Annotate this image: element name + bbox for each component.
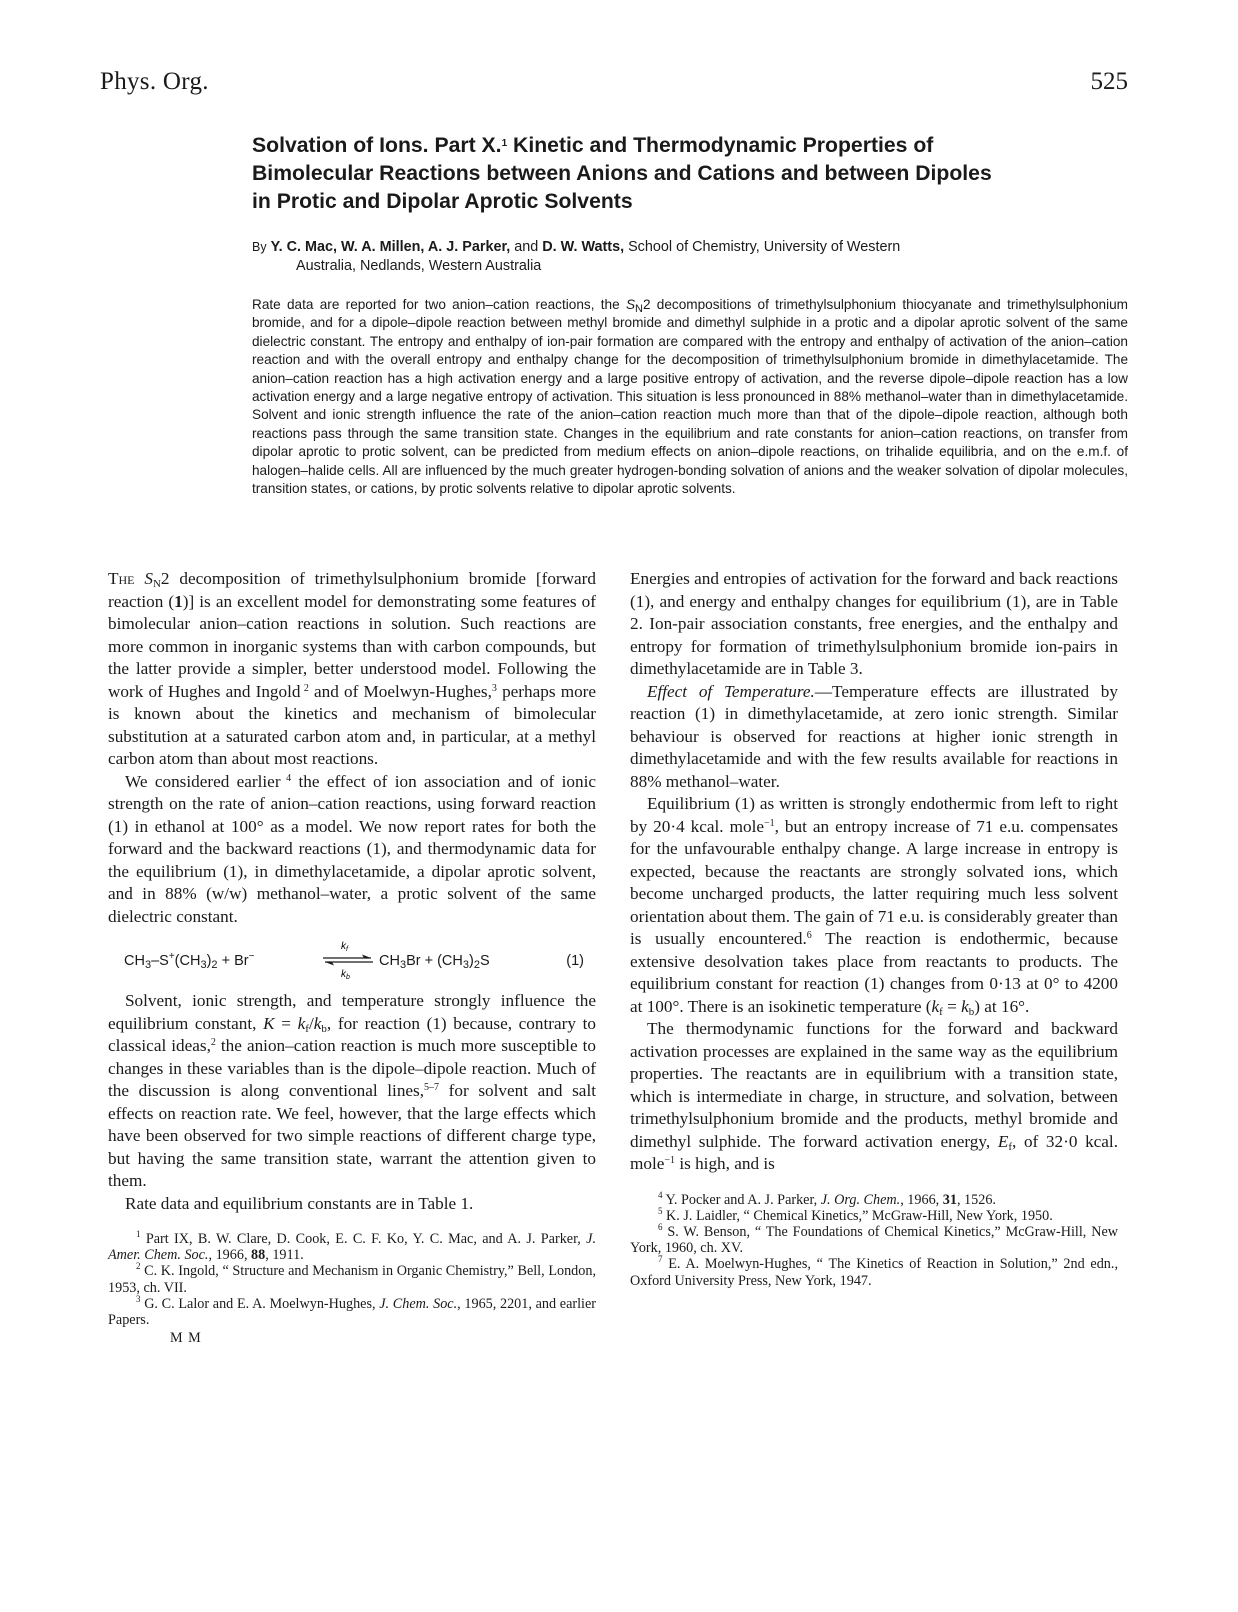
running-head: Phys. Org. xyxy=(100,68,209,95)
footnote-2: $^2$ C. K. Ingold, “ Structure and Mechanism in Organic Chemistry,” Bell, London, 1953, ch. VII. xyxy=(108,1261,596,1296)
equilibrium-arrows-icon xyxy=(321,940,375,980)
title-footnote-ref: 1 xyxy=(501,138,508,149)
equation-number: (1) xyxy=(566,953,584,969)
author-names: Y. C. Mac, W. A. Millen, A. J. Parker, xyxy=(270,239,511,255)
affiliation-line-2: Australia, Nedlands, Western Australia xyxy=(296,258,542,274)
left-column xyxy=(108,568,596,1346)
footnote-5: $^5$ K. J. Laidler, “ Chemical Kinetics,” McGraw-Hill, New York, 1950. xyxy=(658,1205,1053,1224)
signature-mark: M M xyxy=(170,1330,202,1347)
footnote-3: $^3$ G. C. Lalor and E. A. Moelwyn-Hughes, J. Chem. Soc., 1965, 2201, and earlier Papers. xyxy=(108,1293,596,1329)
page-header xyxy=(100,68,1128,108)
footnote-4: $^4$ Y. Pocker and A. J. Parker, J. Org. Chem., 1966, 31, 1526. xyxy=(658,1189,996,1208)
footnote-6: $^6$ S. W. Benson, “ The Foundations of Chemical Kinetics,” McGraw-Hill, New York, 1960, ch. XV. xyxy=(630,1221,1118,1257)
equation-reactants: $CH_3-S^+(CH_3)_2 + Br^-$ xyxy=(124,951,255,971)
affiliation: School of Chemistry, University of Western xyxy=(624,239,901,255)
paragraph-earlier-work: We considered earlier $^4$ the effect of ion association and of ionic strength on the rate of anion–cation reactions, using forward reaction (1) in ethanol at 100° as a model. We now report rates for both the forward and the backward reactions (1), and thermodynamic data for the equilibrium (1), in dimethylacetamide, a dipolar aprotic solvent, and in 88% (w/w) methanol–water, a protic solvent of the same dielectric constant. xyxy=(108,771,597,926)
page-number: 525 xyxy=(1090,68,1128,95)
article-title: Solvation of Ions. Part X.$^1$ Kinetic and Thermodynamic Properties of Bimolecular Reactions between Anions and Cations and between Dipoles in Protic and Dipolar Aprotic Solvents xyxy=(252,134,992,213)
equation-products: $CH_3Br + (CH_3)_2S$ xyxy=(379,953,490,971)
kb-label: $k_b$ xyxy=(341,969,350,980)
author-last: D. W. Watts, xyxy=(542,239,625,255)
paragraph-rate-data: Rate data and equilibrium constants are in Table 1. xyxy=(125,1193,474,1213)
footnote-1: $^1$ Part IX, B. W. Clare, D. Cook, E. C. F. Ko, Y. C. Mac, and A. J. Parker, J. Amer. Chem. Soc., 1966, 88, 1911. xyxy=(108,1229,596,1264)
section-heading: Effect of Temperature. xyxy=(647,681,815,701)
kf-label: $k_f$ xyxy=(341,941,348,953)
footnotes-left xyxy=(108,1231,596,1346)
paragraph-equilibrium: Equilibrium (1) as written is strongly endothermic from left to right by 20·4 kcal. mole$^{-1}$, but an entropy increase of 71 e.u. compensates for the unfavourable enthalpy change. A large increase in entropy is expected, because the reactants are strongly solvated ions, which become uncharged products, the latter requiring much less solvent orientation about them. The gain of 71 e.u. is considerably greater than is usually encountered.$^6$ The reaction is endothermic, because extensive desolvation takes place from reactants to products. The equilibrium constant for reaction (1) changes from 0·13 at 0° to 4200 at 100°. There is an isokinetic temperature $(k_f = k_b)$ at 16°. xyxy=(630,794,1119,1018)
paragraph-effect-of-temperature: Effect of Temperature.—Temperature effects are illustrated by reaction (1) in dimethylacetamide, at zero ionic strength. Similar behaviour is observed for reactions at higher ionic strength in dimethylacetamide and with the few results available for reactions in 88% methanol–water. xyxy=(630,681,1118,791)
author-byline: By Y. C. Mac, W. A. Millen, A. J. Parker, and D. W. Watts, School of Chemistry, University of Western Australia, Nedlands, Western Australia xyxy=(252,239,901,274)
right-column xyxy=(630,568,1118,1289)
paragraph-tables: Energies and entropies of activation for the forward and back reactions (1), and energy and enthalpy changes for equilibrium (1), are in Table 2. Ion-pair association constants, free energies, and the enthalpy and entropy for formation of trimethylsulphonium bromide ion-pairs in dimethylacetamide are in Table 3. xyxy=(630,569,1118,678)
paragraph-thermodynamic-functions: The thermodynamic functions for the forward and backward activation processes are explained in the same way as the equilibrium properties. The reactants are in equilibrium with a transition state, which is intermediate in charge, in structure, and solvation, between trimethylsulphonium bromide and the products, methyl bromide and dimethyl sulphide. The forward activation energy, $E_f$, of 32·0 kcal. mole$^{-1}$ is high, and is xyxy=(630,1019,1119,1173)
paragraph-intro: The $S_N2$ decomposition of trimethylsulphonium bromide [forward reaction (1)] is an excellent model for demonstrating some features of bimolecular anion–cation reactions in solution. Such reactions are more common in inorganic systems than with carbon compounds, but the latter provide a simpler, better understood model. Following the work of Hughes and Ingold $^2$ and of Moelwyn-Hughes,$^3$ perhaps more is known about the kinetics and mechanism of bimolecular substitution at a saturated carbon atom and, in particular, at a methyl carbon atom than about most reactions. xyxy=(108,569,597,768)
abstract: Rate data are reported for two anion–cation reactions, the $S_N2$ decompositions of trimethylsulphonium thiocyanate and trimethylsulphonium bromide, and for a dipole–dipole reaction between methyl bromide and dimethyl sulphide in a protic and a dipolar aprotic solvent of the same dielectric constant. The entropy and enthalpy of ion-pair formation are compared with the entropy and enthalpy of activation of the anion–cation reaction and with the overall entropy and enthalpy change for the decomposition of trimethylsulphonium bromide in dimethylacetamide. The anion–cation reaction has a high activation energy and a large positive entropy of activation, and the reverse dipole–dipole reaction has a low activation energy and a large negative entropy of activation. This situation is less pronounced in 88% methanol–water than in dimethylacetamide. Solvent and ionic strength influence the rate of the anion–cation reaction much more than that of the dipole–dipole reaction, although both reactions pass through the same transition state. Changes in the equilibrium and rate constants for anion–cation reactions, on transfer from dipolar aprotic to protic solvent, can be predicted from medium effects on anion–dipole reactions, on trihalide equilibria, and on the e.m.f. of halogen–halide cells. All are influenced by the much greater hydrogen-bonding solvation of anions and the weaker solvation of dipolar molecules, transition states, or cations, by protic solvents relative to dipolar aprotic solvents. xyxy=(252,297,1128,497)
footnote-7: $^7$ E. A. Moelwyn-Hughes, “ The Kinetics of Reaction in Solution,” 2nd edn., Oxford University Press, New York, 1947. xyxy=(630,1254,1118,1289)
footnotes-right xyxy=(630,1189,1118,1289)
reaction-equation xyxy=(108,938,596,982)
paragraph-solvent-effects: Solvent, ionic strength, and temperature strongly influence the equilibrium constant, $K = k_f/k_b$, for reaction (1) because, contrary to classical ideas,$^2$ the anion–cation reaction is much more susceptible to changes in these variables than is the dipole–dipole reaction. Much of the discussion is along conventional lines,$^{5-7}$ for solvent and salt effects on reaction rate. We feel, however, that the large effects which have been observed for two simple reactions of different charge type, but having the same transition state, warrant the attention given to them. xyxy=(108,991,596,1190)
article-front-matter xyxy=(252,132,1128,498)
